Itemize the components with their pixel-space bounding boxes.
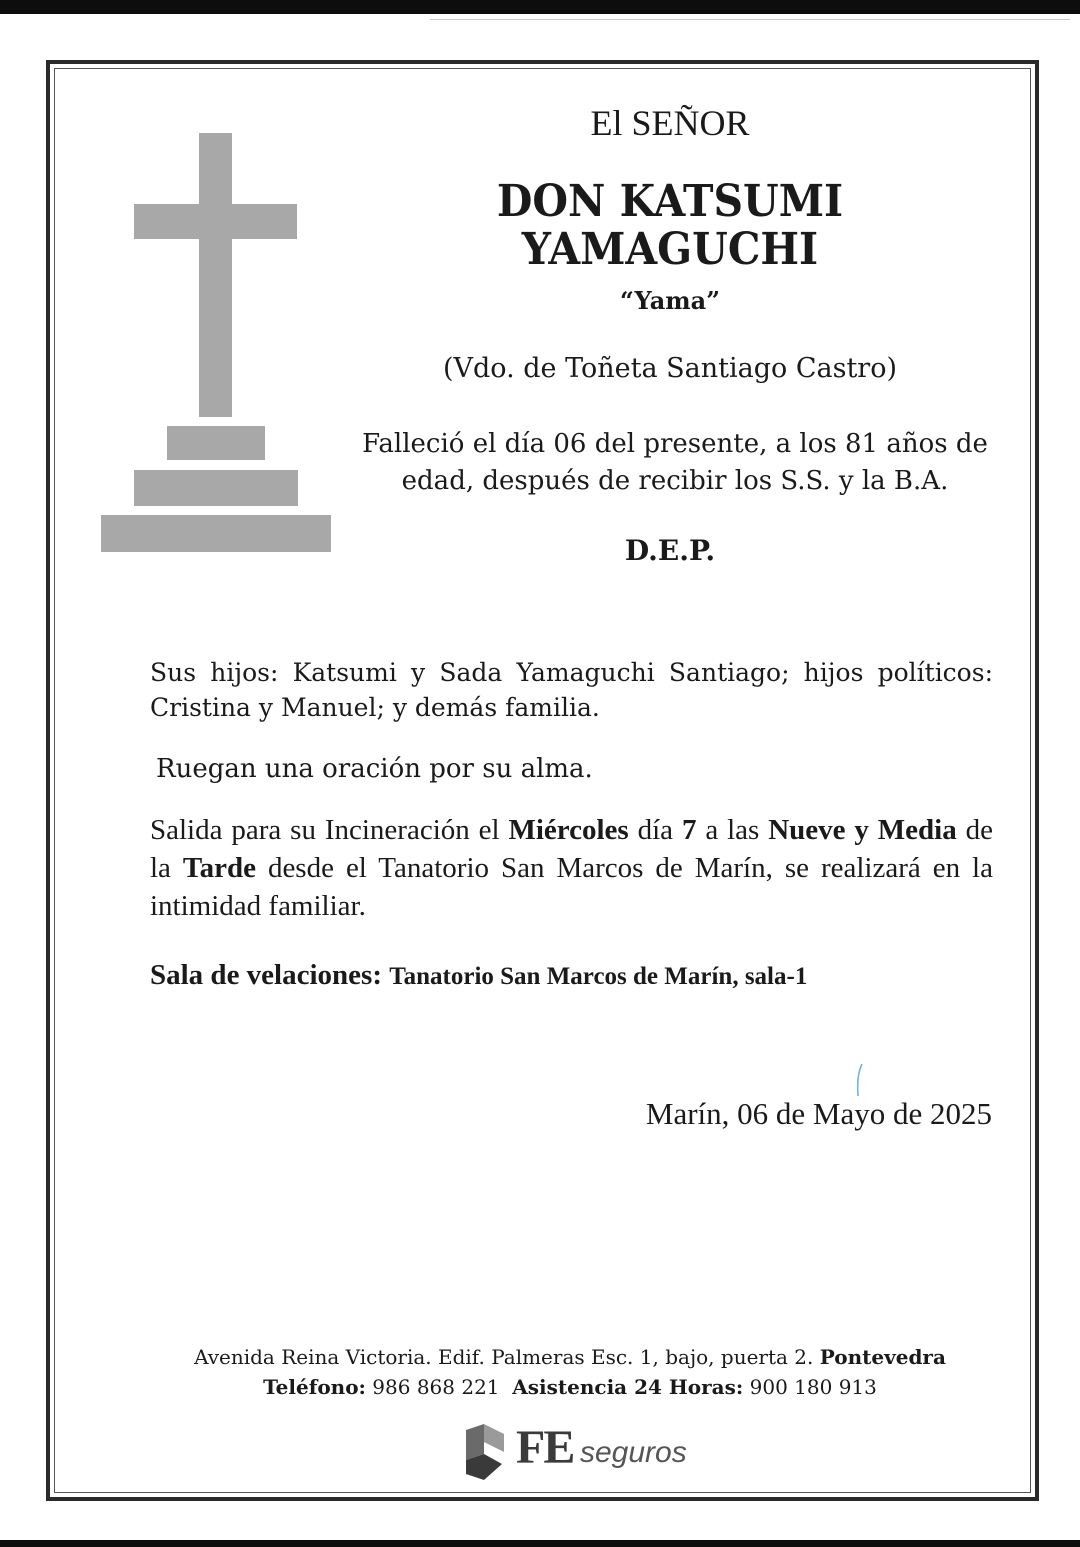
departure-day: Miércoles xyxy=(508,814,629,846)
cross-base-step-bottom xyxy=(101,515,331,552)
death-notice xyxy=(352,426,998,500)
fe-seguros-logo xyxy=(462,1420,692,1482)
bottom-scan-edge xyxy=(0,1540,1080,1547)
top-scan-edge xyxy=(0,0,1080,14)
deceased-name xyxy=(456,178,884,274)
rest-in-peace: D.E.P. xyxy=(624,534,716,567)
assistance-label: Asistencia 24 Horas: xyxy=(512,1375,744,1399)
logo-suffix: seguros xyxy=(580,1436,687,1469)
cremation-departure xyxy=(150,811,993,925)
deceased-name-line2: YAMAGUCHI xyxy=(521,224,819,275)
phone-label: Teléfono: xyxy=(263,1375,366,1399)
logo-brand: FE xyxy=(516,1421,574,1474)
death-notice-line1: Falleció el día 06 del presente, a los 81 años de xyxy=(362,429,988,459)
prayer-request: Ruegan una oración por su alma. xyxy=(156,754,593,784)
scan-artifact-line xyxy=(430,19,1070,20)
departure-text-5: desde el Tanatorio San Marcos de Marín, se realizará en la intimidad familiar. xyxy=(150,852,993,922)
departure-time-of-day: Tarde xyxy=(182,852,256,884)
place-and-date: Marín, 06 de Mayo de 2025 xyxy=(645,1096,992,1131)
deceased-name-line1: DON KATSUMI xyxy=(496,176,844,227)
wake-room xyxy=(150,958,993,994)
departure-hour: Nueve y Media xyxy=(768,814,957,846)
cross-vertical-beam xyxy=(199,133,232,417)
departure-text-3: a las xyxy=(696,814,769,846)
nickname: “Yama” xyxy=(619,286,721,315)
departure-text-2: día xyxy=(628,814,682,846)
departure-text-4: de la xyxy=(150,814,993,884)
death-notice-line2: edad, después de recibir los S.S. y la B.A. xyxy=(401,466,949,496)
honorific-title: El SEÑOR xyxy=(590,103,750,143)
funeral-home-phones xyxy=(120,1375,1020,1399)
cross-base-step-middle xyxy=(134,470,298,506)
wake-room-label: Sala de velaciones: xyxy=(150,959,382,991)
fe-seguros-logo-icon xyxy=(462,1424,506,1480)
cross-horizontal-beam xyxy=(134,204,297,239)
funeral-home-address xyxy=(120,1345,1020,1369)
pen-mark xyxy=(854,1062,864,1102)
family-members: Sus hijos: Katsumi y Sada Yamaguchi Santiago; hijos políticos: Cristina y Manuel; y demás familia. xyxy=(150,658,993,722)
address-city: Pontevedra xyxy=(819,1345,946,1369)
phone-number: 986 868 221 xyxy=(372,1375,500,1399)
wake-room-value: Tanatorio San Marcos de Marín, sala-1 xyxy=(389,963,808,990)
departure-date: 7 xyxy=(681,814,697,846)
assistance-number: 900 180 913 xyxy=(749,1375,877,1399)
address-text: Avenida Reina Victoria. Edif. Palmeras Esc. 1, bajo, puerta 2. xyxy=(194,1345,814,1369)
departure-text-1: Salida para su Incineración el xyxy=(150,814,509,846)
cross-base-step-top xyxy=(167,426,265,460)
widower-of: (Vdo. de Toñeta Santiago Castro) xyxy=(442,353,898,384)
